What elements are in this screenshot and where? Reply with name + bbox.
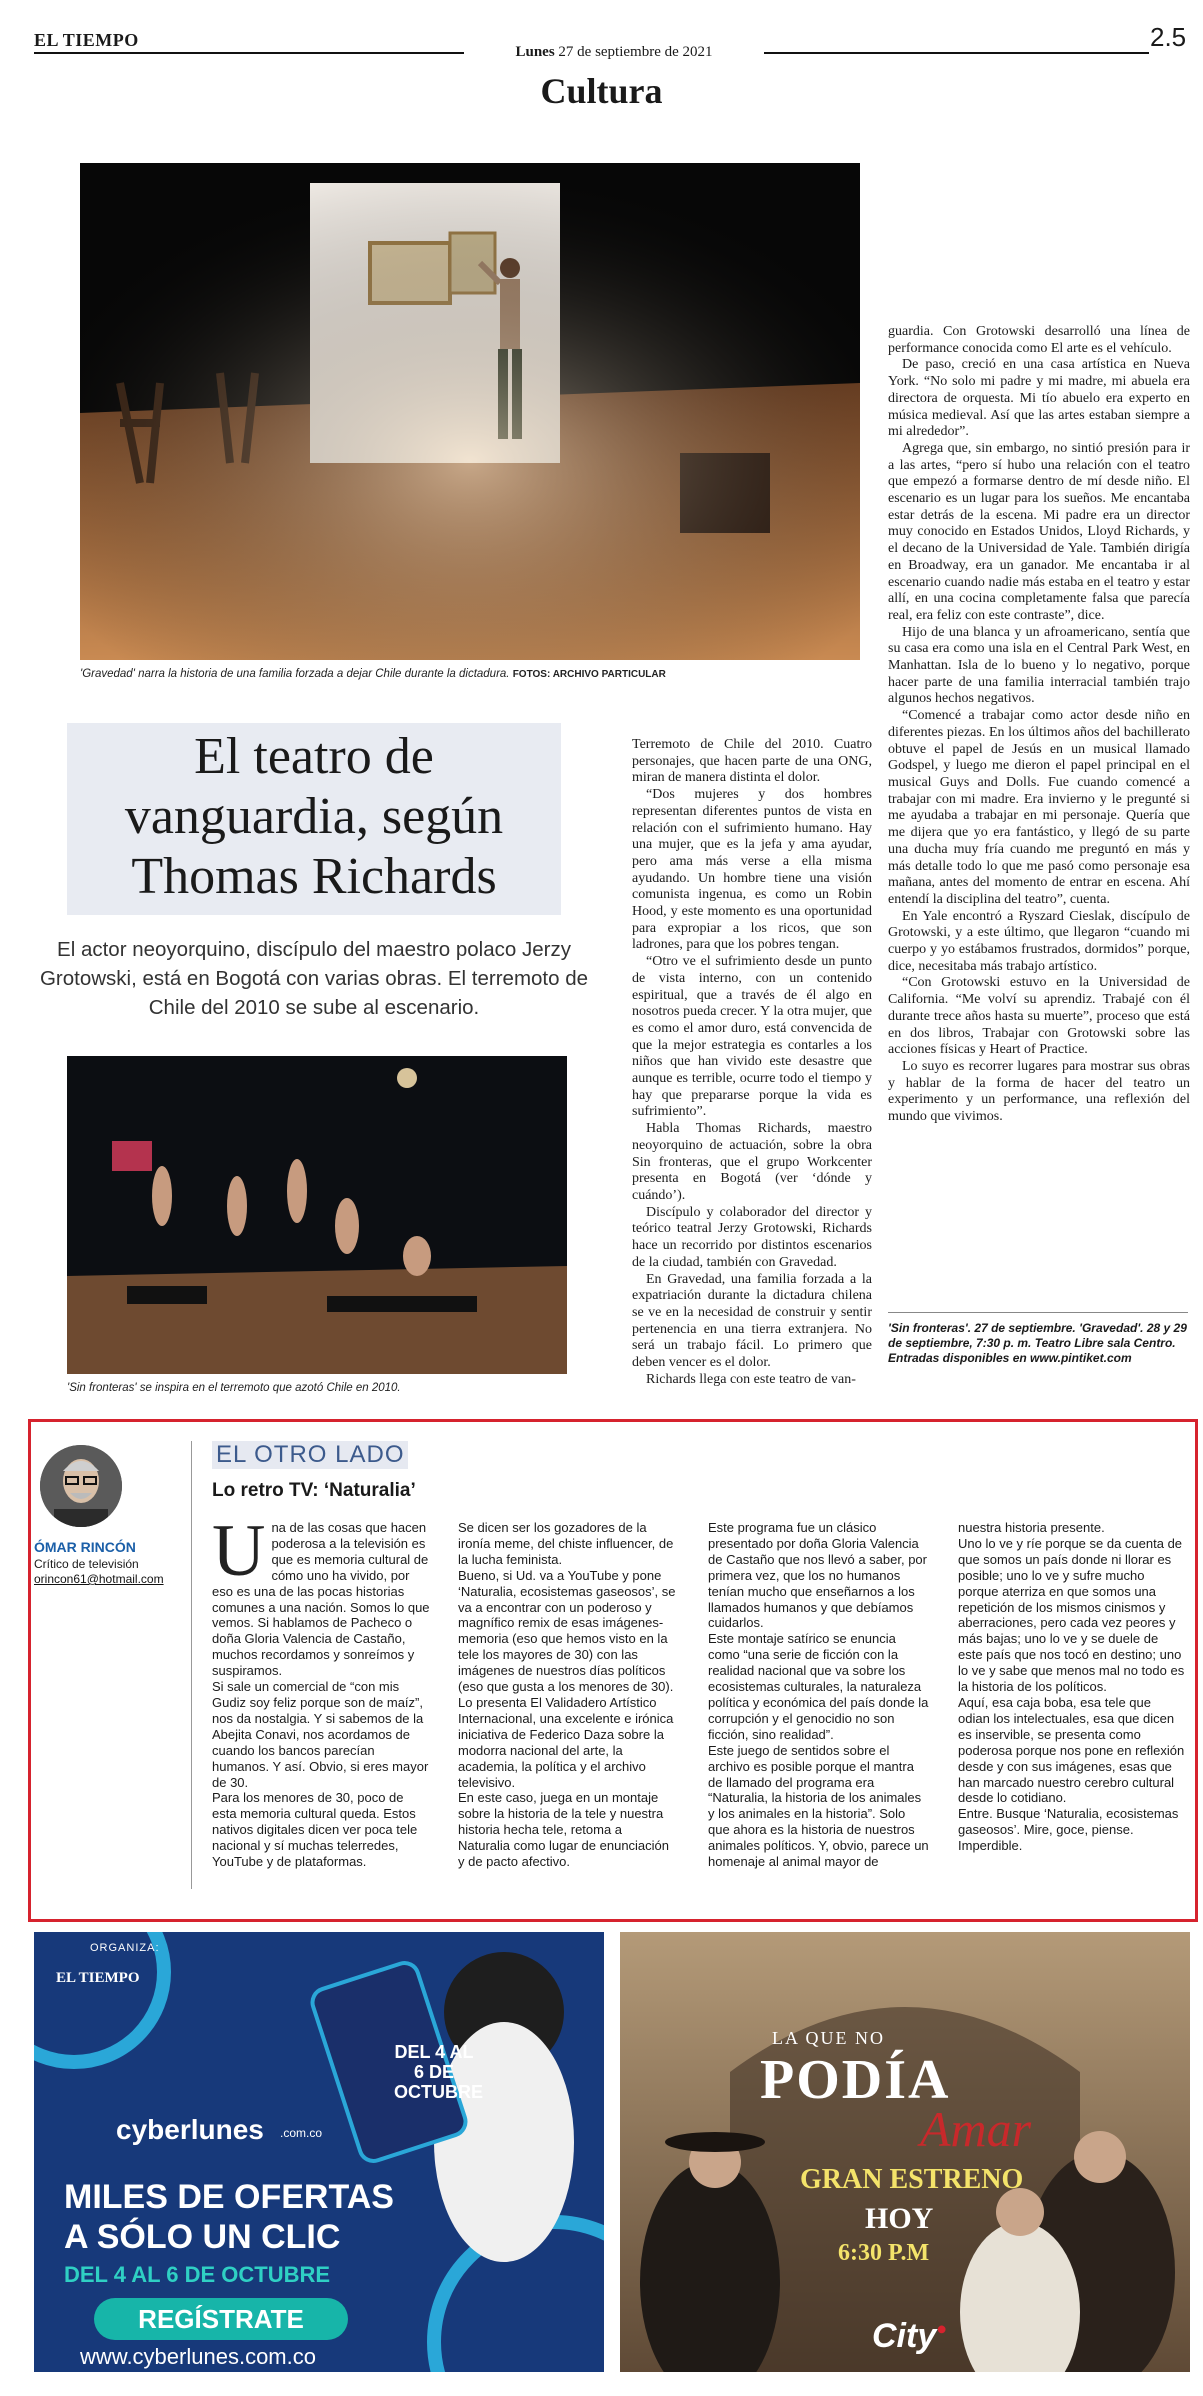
article-paragraph: Agrega que, sin embargo, no sintió presión para ir a las artes, “pero sí hubo una relación con el teatro que empezó a formarse dentro de mí desde niño. El escenario es un lugar para los sueños. Me encantaba estar detrás de la escena. Mi padre era un director muy conocido en Estados Unidos, Lloyd Richards, y el decano de la Universidad de Yale. También dirigía en Broadway, era un ganador. Me encantaba ir al escenario cuando nadie más estaba en el teatro y estar allí, en una cocina completamente falsa que parecía real, era feliz con este contraste”, dice.: [888, 440, 1190, 623]
article-paragraph: “Comencé a trabajar como actor desde niño en diferentes piezas. En los últimos años del bachillerato obtuve el papel de Jesús en un musical llamado Godspel, y luego me dieron el papel principal en el musical Guys and Dolls. Fue cuando comencé a trabajar con mi madre. Era invierno y le pregunté si me ayudaba a trabajar en mi personaje. Quería que me dijera que yo era fantástico, y llegó de su parte una ducha muy fría cuando me preguntó en más y más detalle todo lo que me pasó como personaje esa mañana, antes del momento de entrar en escena. Ahí entendí la disciplina del teatro”, cuenta.: [888, 708, 1190, 907]
author-name: ÓMAR RINCÓN: [34, 1539, 136, 1555]
article-paragraph: guardia. Con Grotowski desarrolló una línea de performance conocida como El arte es el vehículo.: [888, 324, 1190, 356]
ad-title-main: PODÍA: [760, 2049, 951, 2111]
opinion-column-2: [458, 1520, 676, 1870]
opinion-column-4: [958, 1520, 1186, 1854]
channel-mark-icon: ●: [936, 2318, 948, 2339]
ad-eltiempo-logo: EL TIEMPO: [56, 1970, 140, 1986]
date-day: Lunes: [515, 44, 555, 60]
opinion-paragraph: Este programa fue un clásico presentado por doña Gloria Valencia de Castaño que nos llevó a saber, por primera vez, que los no humanos tenían mucho que enseñarnos a los llamados humanos y que debíamos cuidarlos.: [708, 1520, 927, 1631]
column-kicker: EL OTRO LADO: [212, 1441, 408, 1469]
masthead: EL TIEMPO: [34, 30, 139, 50]
author-email[interactable]: orincon61@hotmail.com: [34, 1572, 164, 1586]
article-paragraph: Terremoto de Chile del 2010. Cuatro personajes, que hacen parte de una ONG, miran de manera distinta el dolor.: [632, 737, 872, 786]
channel-name: City: [872, 2317, 937, 2355]
main-caption-text: 'Gravedad' narra la historia de una familia forzada a dejar Chile durante la dictadura.: [80, 668, 510, 680]
article-paragraph: “Otro ve el sufrimiento desde un punto de vista interno, con un contenido espiritual, que a través de él algo en nosotros pueda crecer. Y la otra mujer, que es como el amor duro, está convencida de que la mejor estrategia es contarles a los niños que han vivido este desastre que aunque es terrible, ocurre todo el tiempo y hay que prepararse porque la vida es sufrimiento”.: [632, 954, 872, 1120]
second-photo: [67, 1056, 567, 1374]
register-button[interactable]: REGÍSTRATE: [94, 2298, 348, 2340]
opinion-paragraph: Bueno, si Ud. va a YouTube y pone ‘Naturalia, ecosistemas gaseosos’, se va a encontrar con un poderoso y magnífico remix de esas imágenes-memoria (eso que hemos visto en la tele los mayores de 30) con las imágenes de nuestros días políticos (eso que gusta a los menores de 30). Lo presenta El Validadero Artístico Internacional, una excelente e irónica iniciativa de Federico Daza sobre la modorra nacional del arte, la academia, la política y el archivo televisivo.: [458, 1567, 676, 1790]
opinion-paragraph: Para los menores de 30, poco de esta memoria cultural queda. Estos nativos digitales dicen ver poca tele nacional y sí muchas telerredes, YouTube y de plataformas.: [212, 1790, 418, 1870]
ad-organiza-label: ORGANIZA:: [90, 1942, 160, 1954]
article-paragraph: Hijo de una blanca y un afroamericano, sentía que su casa era como una isla en el Central Park West, en Manhattan. Isla de lo bueno y lo negativo, porque hacer parte de una familia interracial también trajo algunos hechos negativos.: [888, 624, 1190, 707]
main-photo: [80, 163, 860, 660]
opinion-paragraph: En este caso, juega en un montaje sobre la historia de la tele y nuestra historia hecha tele, retoma a Naturalia como lugar de enunciación y de pacto afectivo.: [458, 1790, 670, 1870]
article-paragraph: En Gravedad, una familia forzada a la expatriación durante la dictadura chilena se ve en la necesidad de construir y sentir pertenencia en una tierra extranjera. No será un trabajo fácil. Lo primero que deben vencer es el dolor.: [632, 1271, 872, 1371]
dropcap: U: [212, 1510, 266, 1592]
opinion-paragraph: Este montaje satírico se enuncia como “una serie de ficción con la realidad nacional que va sobre los ecosistemas culturales, la naturaleza política y económica del país donde la corrupción y el genocidio no son ficción, sino realidad”.: [708, 1631, 929, 1742]
ad-today: HOY: [865, 2202, 934, 2235]
event-credits: [888, 1312, 1188, 1366]
ticket-link[interactable]: www.pintiket.com: [1030, 1351, 1132, 1365]
stage-scene-illustration: [80, 163, 860, 660]
author-role: Crítico de televisión: [34, 1557, 139, 1571]
header-rule-right: [764, 52, 1149, 54]
article-paragraph: En Yale encontró a Ryszard Cieslak, discípulo de Grotowski, y a este último, que llegaron “cuando mi cuerpo y yo estábamos frustrados, dormidos” porque, dice, necesitaba más trabajo artístico.: [888, 908, 1190, 974]
author-avatar: [40, 1445, 122, 1527]
date-rest: 27 de septiembre de 2021: [558, 44, 713, 60]
opinion-paragraph: Uno lo ve y ríe porque se da cuenta de que somos un país donde ni llorar es posible; uno lo ve y sufre mucho porque aterriza en que somos una repetición de los mismos cinismos y aberraciones, pero cada vez peores y más bajas; uno lo ve y se duele de este país que nos tocó en destino; uno lo ve y sabe que menos mal no todo es la historia de los políticos.: [958, 1535, 1185, 1695]
opinion-column-1: [212, 1510, 430, 1870]
opinion-paragraph: Aquí, esa caja boba, esa tele que odian los intelectuales, esa que dicen es inservible, se presenta como poderosa porque nos pone en reflexión desde y con sus imágenes, esas que han marcado nuestro cerebro cultural desde lo cotidiano.: [958, 1694, 1185, 1806]
ad-title-script: Amar: [920, 2101, 1032, 2157]
article-paragraph: De paso, creció en una casa artística en Nueva York. “No solo mi padre y mi madre, mi abuela era directora de orquesta. Mi tío abuelo era experto en música medieval. Así que las artes estaban siempre a mi alrededor”.: [888, 357, 1190, 440]
author-portrait-icon: [40, 1445, 122, 1527]
ad-phone-screen-text: DEL 4 AL 6 DE OCTUBRE: [394, 2042, 483, 2102]
ad-brand: cyberlunes: [116, 2114, 264, 2145]
column-title: Lo retro TV: ‘Naturalia’: [212, 1480, 416, 1501]
ad-offers-line-2: A SÓLO UN CLIC: [64, 2218, 341, 2256]
header-rule-left: [34, 52, 464, 54]
article-paragraph: Lo suyo es recorrer lugares para mostrar sus obras y hablar de la forma de hacer del teatro un experimento y un performance, una reflexión del mundo que vivimos.: [888, 1058, 1190, 1125]
article-paragraph: “Con Grotowski estuvo en la Universidad de California. “Me volví su aprendiz. Trabajé con él durante trece años hasta su muerte”, proceso que está en dos libros, Trabajar con Grotowski sobre las acciones físicas y Heart of Practice.: [888, 975, 1190, 1058]
opinion-paragraph: na de las cosas que hacen poderosa a la televisión es que es memoria cultural de cómo uno ha vivido, por eso es una de las pocas historias comunes a una nación. Somos lo que vemos. Si hablamos de Pacheco o doña Gloria Valencia de Castaño, muchos recordamos y sonreímos y suspiramos.: [212, 1520, 430, 1679]
page-number: 2.5: [1150, 22, 1187, 52]
second-photo-caption: 'Sin fronteras' se inspira en el terremoto que azotó Chile en 2010.: [67, 1382, 401, 1394]
article-column-b: [888, 324, 1190, 1126]
ad-hour: 6:30 P.M: [838, 2240, 930, 2266]
article-paragraph: “Dos mujeres y dos hombres representan diferentes puntos de vista en relación con el sufrimiento humano. Hay una mujer, que es la jefa y ama ayudar, pero ama más verse a ella misma ayudando. Un hombre tiene una visión comunista ingenua, es como un Robin Hood, y este momento es una oportunidad para expropiar a los ricos, que son ladrones, para que los pobres tengan.: [632, 787, 872, 953]
opinion-paragraph: Este juego de sentidos sobre el archivo es posible porque el mantra de llamado del programa era “Naturalia, la historia de los animales y los animales en la historia”. Solo que ahora es la historia de nuestros animales políticos. Y, obvio, parece un homenaje al animal mayor de: [708, 1742, 929, 1870]
main-photo-caption: [80, 668, 860, 680]
article-paragraph: Habla Thomas Richards, maestro neoyorquino de actuación, sobre la obra Sin fronteras, que el grupo Workcenter presenta en Bogotá (ver ‘dónde y cuándo’).: [632, 1121, 872, 1203]
ad-brand-suffix: .com.co: [280, 2126, 323, 2140]
article-paragraph: Discípulo y colaborador del director y teórico teatral Jerzy Grotowski, Richards hace un recorrido por distintos escenarios de la ciudad, también con Gravedad.: [632, 1204, 872, 1270]
opinion-paragraph: nuestra historia presente.: [958, 1520, 1105, 1535]
column-divider: [191, 1441, 192, 1889]
deck: El actor neoyorquino, discípulo del maestro polaco Jerzy Grotowski, está en Bogotá con varias obras. El terremoto de Chile del 2010 se sube al escenario.: [39, 938, 589, 1019]
ad-dates: DEL 4 AL 6 DE OCTUBRE: [64, 2262, 331, 2287]
page-date: [474, 44, 754, 61]
article-column-a: [632, 737, 872, 1388]
ad-offers-line-1: MILES DE OFERTAS: [64, 2178, 394, 2216]
credits-text: 'Sin fronteras'. 27 de septiembre. 'Gravedad'. 28 y 29 de septiembre, 7:30 p. m. Teatro Libre sala Centro. Entradas disponibles en: [888, 1321, 1187, 1365]
dancers-scene-illustration: [67, 1056, 567, 1374]
ad-url[interactable]: www.cyberlunes.com.co: [80, 2344, 316, 2369]
section-title: Cultura: [540, 71, 663, 111]
opinion-paragraph: Entre. Busque ‘Naturalia, ecosistemas gaseosos’. Mire, goce, piense. Imperdible.: [958, 1806, 1179, 1854]
opinion-paragraph: Si sale un comercial de “con mis Gudiz soy feliz porque son de maíz”, nos da nostalgia. Y si sabemos de la Abejita Conavi, nos acordamos de cuando los bancos parecían humanos. Y así. Obvio, si eres mayor de 30.: [212, 1679, 429, 1790]
article-paragraph: Richards llega con este teatro de van-: [646, 1371, 856, 1387]
photo-credit: FOTOS: ARCHIVO PARTICULAR: [512, 669, 666, 680]
ad-title-super: LA QUE NO: [772, 2028, 885, 2048]
cyberlunes-ad[interactable]: [34, 1932, 604, 2372]
ad-background-shapes: [620, 1932, 1190, 2372]
ad-premiere: GRAN ESTRENO: [800, 2164, 1024, 2195]
telenovela-ad[interactable]: [620, 1932, 1190, 2372]
headline: El teatro de vanguardia, según Thomas Richards: [124, 728, 504, 905]
channel-logo: [872, 2317, 947, 2356]
opinion-paragraph: Se dicen ser los gozadores de la ironía meme, del chiste influencer, de la lucha feminista.: [458, 1520, 674, 1567]
opinion-column-3: [708, 1520, 930, 1870]
